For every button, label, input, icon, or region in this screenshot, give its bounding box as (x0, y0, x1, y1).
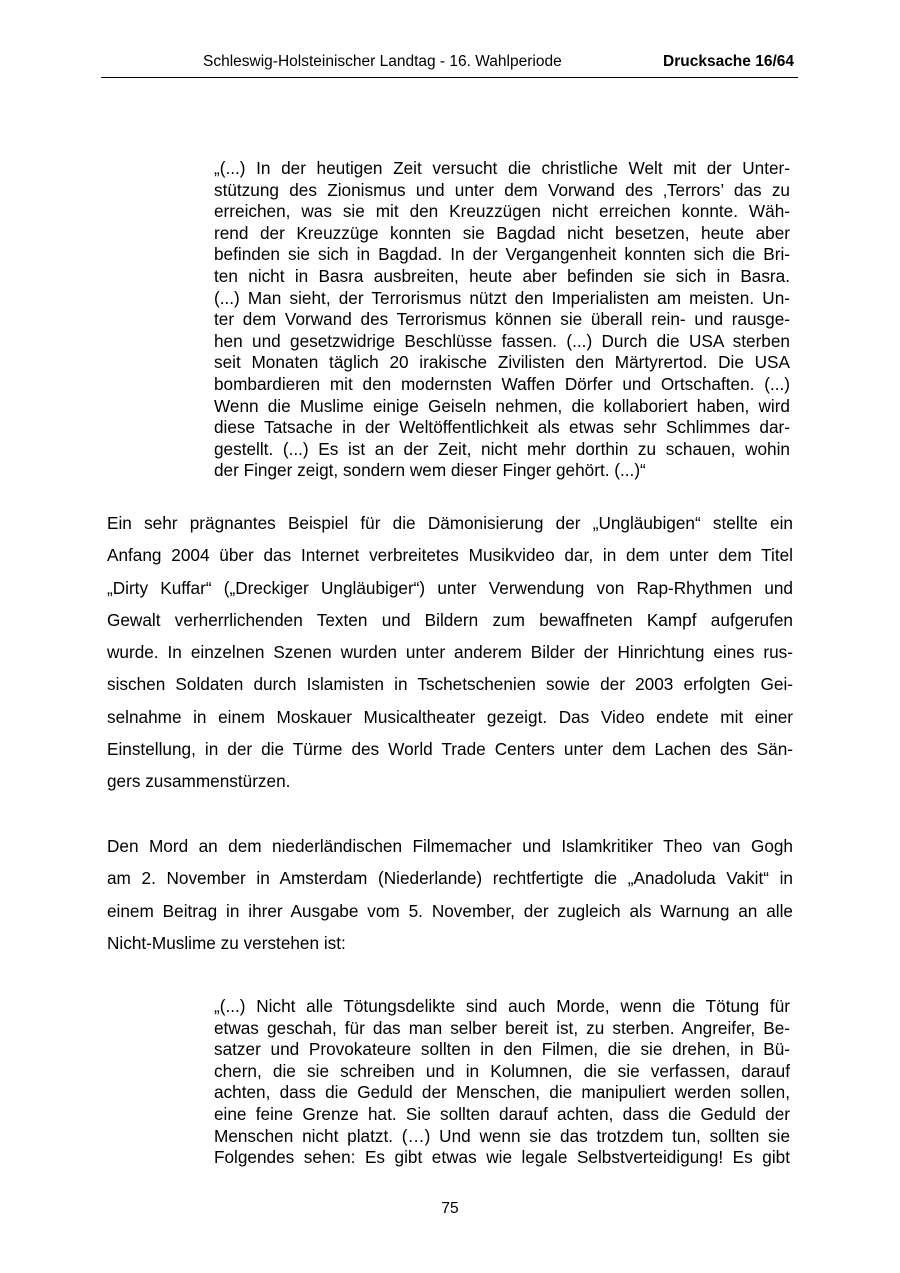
quote-2-line: etwas geschah, für das man selber bereit ist, zu sterben. Angreifer, Be- (214, 1017, 790, 1038)
paragraph-1-line: selnahme in einem Moskauer Musicaltheater gezeigt. Das Video endete mit einer (107, 706, 793, 727)
quote-1-line: „(...) In der heutigen Zeit versucht die christliche Welt mit der Unter- (214, 158, 790, 178)
header-title: Schleswig-Holsteinischer Landtag - 16. Wahlperiode (203, 53, 562, 70)
quote-2-line: Menschen nicht platzt. (…) Und wenn sie das trotzdem tun, sollten sie (214, 1125, 790, 1146)
paragraph-1-line: gers zusammenstürzen. (107, 771, 291, 792)
paragraph-2-line: am 2. November in Amsterdam (Niederlande) rechtfertigte die „Anadoluda Vakit“ in (107, 868, 793, 889)
document-number: Drucksache 16/64 (663, 53, 794, 70)
block-quote-2 (214, 996, 790, 1169)
quote-1-line: ter dem Vorwand des Terrorismus können sie überall rein- und rausge- (214, 309, 790, 330)
quote-1-line: diese Tatsache in der Weltöffentlichkeit als etwas sehr Schlimmes dar- (214, 417, 790, 438)
quote-1-line: erreichen, was sie mit den Kreuzzügen nicht erreichen konnte. Wäh- (214, 201, 790, 222)
quote-2-line: achten, dass die Geduld der Menschen, die manipuliert werden sollen, (214, 1082, 790, 1103)
quote-1-line: ten nicht in Basra ausbreiten, heute aber befinden sie sich in Basra. (214, 265, 790, 286)
quote-2-line: chern, die sie schreiben und in Kolumnen, die sie verfassen, darauf (214, 1060, 790, 1081)
quote-2-line: „(...) Nicht alle Tötungsdelikte sind auch Morde, wenn die Tötung für (214, 996, 790, 1016)
quote-1-line: Wenn die Muslime einige Geiseln nehmen, die kollaboriert haben, wird (214, 395, 790, 416)
paragraph-1-line: Einstellung, in der die Türme des World Trade Centers unter dem Lachen des Sän- (107, 739, 793, 760)
paragraph-1-line: Ein sehr prägnantes Beispiel für die Dämonisierung der „Ungläubigen“ stellte ein (107, 513, 793, 533)
quote-1-line: stützung des Zionismus und unter dem Vorwand des ‚Terrors’ das zu (214, 179, 790, 200)
quote-1-line: gestellt. (...) Es ist an der Zeit, nicht mehr dorthin zu schauen, wohin (214, 438, 790, 459)
quote-2-line: eine feine Grenze hat. Sie sollten darauf achten, dass die Geduld der (214, 1103, 790, 1124)
quote-2-line: satzer und Provokateure sollten in den Filmen, die sie drehen, in Bü- (214, 1039, 790, 1060)
quote-1-line: der Finger zeigt, sondern wem dieser Finger gehört. (...)“ (214, 460, 646, 481)
paragraph-1-line: wurde. In einzelnen Szenen wurden unter anderem Bilder der Hinrichtung eines rus- (107, 642, 793, 663)
page-header (101, 50, 798, 78)
quote-1-line: (...) Man sieht, der Terrorismus nützt den Imperialisten am meisten. Un- (214, 287, 790, 308)
paragraph-1 (107, 507, 793, 798)
paragraph-1-line: sischen Soldaten durch Islamisten in Tschetschenien sowie der 2003 erfolgten Gei- (107, 674, 793, 695)
paragraph-2-line: Nicht-Muslime zu verstehen ist: (107, 932, 346, 953)
quote-2-line: Folgendes sehen: Es gibt etwas wie legale Selbstverteidigung! Es gibt (214, 1147, 790, 1168)
block-quote-1 (214, 158, 790, 482)
paragraph-1-line: Anfang 2004 über das Internet verbreitetes Musikvideo dar, in dem unter dem Titel (107, 545, 793, 566)
paragraph-2 (107, 830, 793, 959)
paragraph-2-line: Den Mord an dem niederländischen Filmemacher und Islamkritiker Theo van Gogh (107, 836, 793, 856)
quote-1-line: seit Monaten täglich 20 irakische Zivilisten den Märtyrertod. Die USA (214, 352, 790, 373)
quote-1-line: rend der Kreuzzüge konnten sie Bagdad nicht besetzen, heute aber (214, 222, 790, 243)
paragraph-1-line: „Dirty Kuffar“ („Dreckiger Ungläubiger“) unter Verwendung von Rap-Rhythmen und (107, 577, 793, 598)
paragraph-2-line: einem Beitrag in ihrer Ausgabe vom 5. November, der zugleich als Warnung an alle (107, 900, 793, 921)
paragraph-1-line: Gewalt verherrlichenden Texten und Bildern zum bewaffneten Kampf aufgerufen (107, 609, 793, 630)
quote-1-line: befinden sie sich in Bagdad. In der Vergangenheit konnten sich die Bri- (214, 244, 790, 265)
quote-1-line: bombardieren mit den modernsten Waffen Dörfer und Ortschaften. (...) (214, 373, 790, 394)
page-number: 75 (441, 1200, 459, 1217)
quote-1-line: hen und gesetzwidrige Beschlüsse fassen. (...) Durch die USA sterben (214, 330, 790, 351)
